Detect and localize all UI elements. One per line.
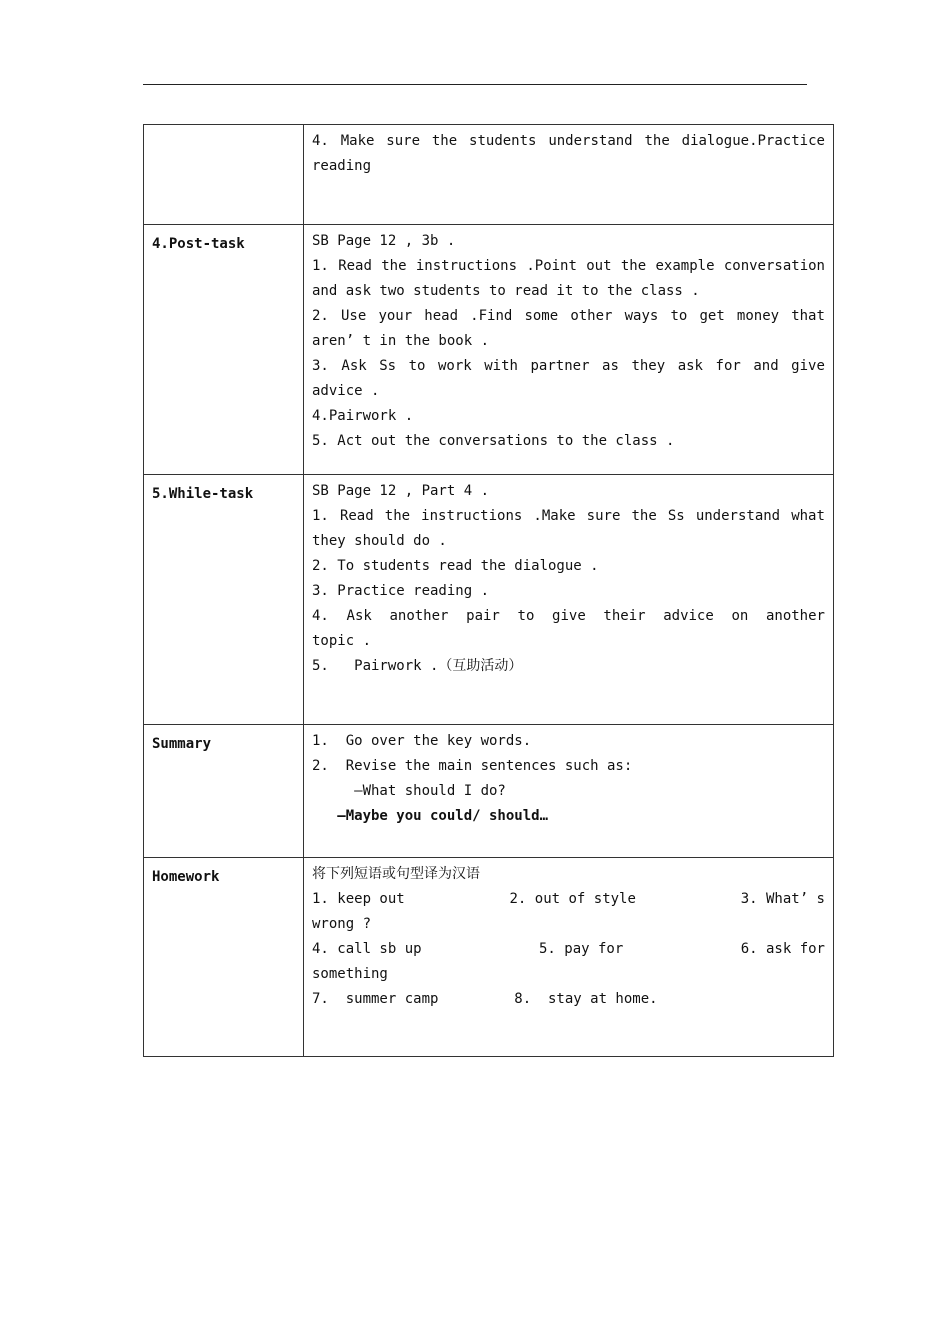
content-word: 1. <box>312 258 329 274</box>
content-line <box>312 887 825 912</box>
content-word: understand <box>548 133 633 149</box>
table-row <box>144 225 834 475</box>
content-word: sure <box>586 508 621 524</box>
content-word: to <box>670 308 688 324</box>
content-line: and ask two students to read it to the class . <box>312 283 700 299</box>
stage-label <box>144 125 303 132</box>
header-rule <box>143 84 807 85</box>
content-word: that <box>791 308 825 324</box>
content-word: Ask <box>341 358 367 374</box>
content-word: pair <box>466 608 500 624</box>
content-word: Read <box>338 258 372 274</box>
content-word: sure <box>386 133 421 149</box>
content-word: with <box>484 358 518 374</box>
content-word: other <box>570 308 613 324</box>
content-word: money <box>736 308 780 324</box>
content-word: the <box>644 133 670 149</box>
content-word: get <box>699 308 725 324</box>
content-line <box>312 129 825 154</box>
content-word: advice <box>663 608 714 624</box>
stage-content-cell <box>304 125 834 225</box>
content-line <box>312 254 825 279</box>
content-line: —What should I do? <box>312 783 506 799</box>
content-word: instructions <box>415 258 518 274</box>
content-line: 5. Act out the conversations to the class . <box>312 433 675 449</box>
content-line <box>312 304 825 329</box>
content-word: 4. call sb up <box>312 941 422 957</box>
content-word: head <box>424 308 459 324</box>
content-word: Make <box>340 133 375 149</box>
stage-label: Homework <box>152 869 220 885</box>
content-word: example <box>655 258 715 274</box>
content-line: they should do . <box>312 533 447 549</box>
content-line: something <box>312 966 388 982</box>
content-word: students <box>469 133 537 149</box>
lesson-plan-table <box>143 124 834 1057</box>
content-line: 7. summer camp 8. stay at home. <box>312 991 658 1007</box>
content-line: aren’ t in the book . <box>312 333 490 349</box>
content-line: 将下列短语或句型译为汉语 <box>312 866 480 882</box>
content-word: they <box>631 358 666 374</box>
content-word: give <box>552 608 586 624</box>
stage-content-cell <box>304 725 834 858</box>
content-line: topic . <box>312 633 372 649</box>
content-word: 4. <box>312 608 329 624</box>
content-word: for <box>715 358 741 374</box>
stage-content-cell <box>304 858 834 1057</box>
content-word: Use <box>341 308 367 324</box>
content-word: Ss <box>667 508 685 524</box>
content-word: instructions <box>421 508 523 524</box>
content-word: ways <box>624 308 659 324</box>
content-word: dialogue.Practice <box>681 133 825 149</box>
content-line: 1. Go over the key words. <box>312 733 532 749</box>
content-word: 1. <box>312 508 329 524</box>
stage-label-cell <box>144 125 304 225</box>
content-line: 2. To students read the dialogue . <box>312 558 599 574</box>
content-word: conversation <box>723 258 825 274</box>
stage-content-cell <box>304 225 834 475</box>
content-line <box>312 504 825 529</box>
content-word: 3. <box>312 358 329 374</box>
content-word: their <box>603 608 646 624</box>
stage-label-cell <box>144 475 304 725</box>
stage-content-cell <box>304 475 834 725</box>
content-line: 4.Pairwork . <box>312 408 414 424</box>
content-word: Ask <box>346 608 372 624</box>
table-row <box>144 125 834 225</box>
content-word: out <box>586 258 612 274</box>
content-word: the <box>384 508 411 524</box>
content-line: 5. Pairwork .（互助活动） <box>312 658 523 674</box>
content-word: and <box>753 358 779 374</box>
content-word: 4. <box>312 133 329 149</box>
content-word: 3. What’ s <box>740 891 825 907</box>
content-word: to <box>517 608 535 624</box>
stage-label-cell <box>144 858 304 1057</box>
content-line: wrong ? <box>312 916 372 932</box>
content-word: 2. out of style <box>509 891 636 907</box>
content-word: .Find <box>470 308 513 324</box>
stage-label: 5.While-task <box>152 486 254 502</box>
table-row <box>144 475 834 725</box>
content-word: what <box>791 508 825 524</box>
content-word: another <box>765 608 825 624</box>
content-word: some <box>524 308 559 324</box>
content-word: work <box>438 358 472 374</box>
content-line: reading <box>312 158 372 174</box>
content-word: to <box>408 358 426 374</box>
content-word: partner <box>530 358 590 374</box>
content-word: 2. <box>312 308 329 324</box>
table-row <box>144 858 834 1057</box>
content-word: the <box>631 508 657 524</box>
content-word: 1. keep out <box>312 891 405 907</box>
content-word: .Point <box>526 258 577 274</box>
content-word: understand <box>695 508 781 524</box>
content-word: your <box>378 308 413 324</box>
content-word: Read <box>339 508 374 524</box>
stage-label: Summary <box>152 736 212 752</box>
content-word: 6. ask for <box>740 941 825 957</box>
content-word: .Make <box>533 508 576 524</box>
content-line: advice . <box>312 383 380 399</box>
stage-label-cell <box>144 725 304 858</box>
content-word: ask <box>677 358 703 374</box>
content-line <box>312 604 825 629</box>
content-word: on <box>731 608 749 624</box>
content-word: another <box>389 608 449 624</box>
content-word: 5. pay for <box>538 941 624 957</box>
content-word: the <box>620 258 647 274</box>
content-word: give <box>791 358 825 374</box>
content-word: as <box>602 358 619 374</box>
content-line: SB Page 12 , Part 4 . <box>312 483 490 499</box>
table-row <box>144 725 834 858</box>
content-line: 2. Revise the main sentences such as: <box>312 758 633 774</box>
content-word: Ss <box>379 358 397 374</box>
content-line <box>312 354 825 379</box>
content-word: the <box>381 258 407 274</box>
stage-label: 4.Post-task <box>152 236 245 252</box>
content-line <box>312 937 825 962</box>
stage-label-cell <box>144 225 304 475</box>
content-line: SB Page 12 , 3b . <box>312 233 456 249</box>
content-line: 3. Practice reading . <box>312 583 490 599</box>
content-line: —Maybe you could/ should… <box>312 808 549 824</box>
content-word: the <box>431 133 458 149</box>
